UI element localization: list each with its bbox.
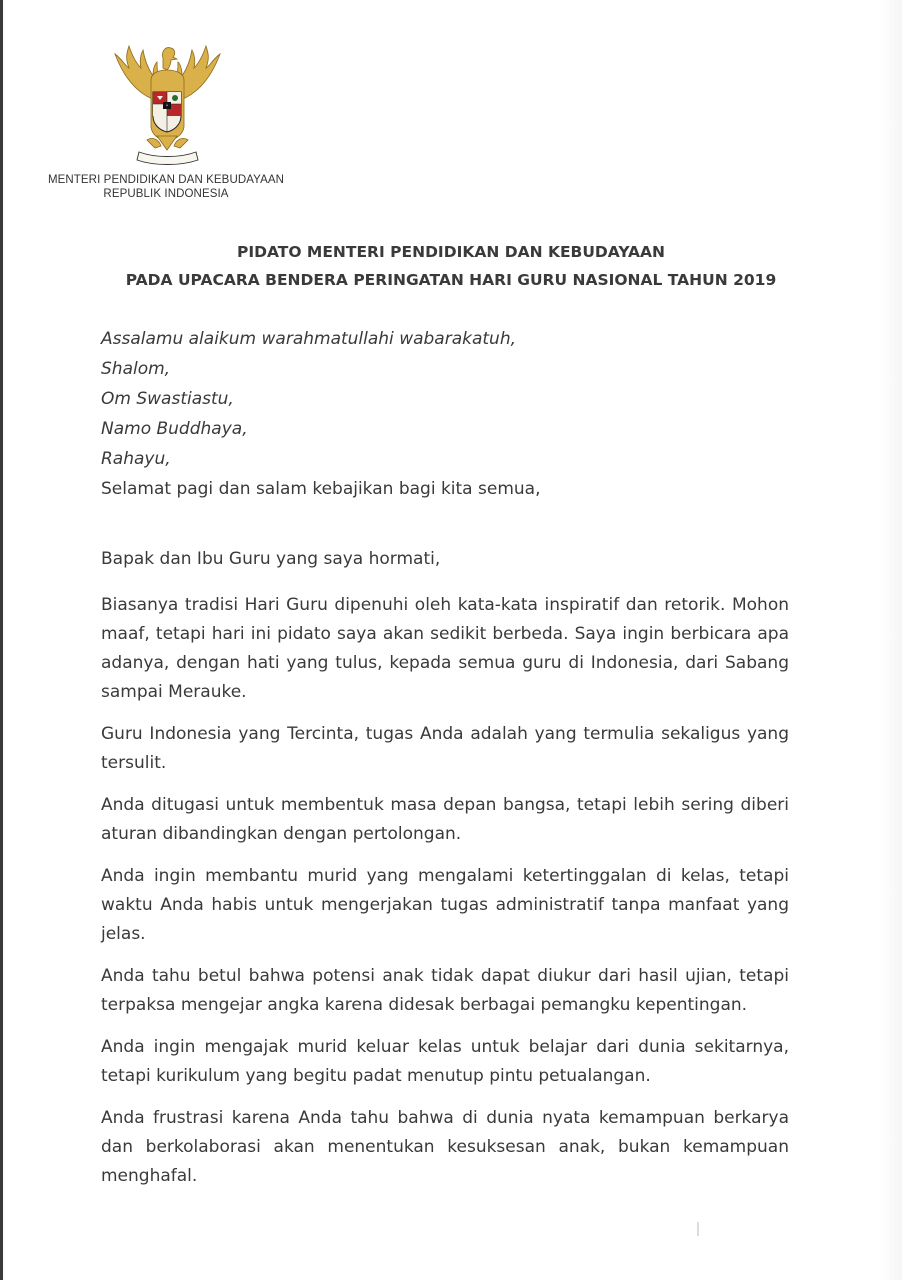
ministry-heading bbox=[30, 173, 302, 201]
ministry-line-1: MENTERI PENDIDIKAN DAN KEBUDAYAAN bbox=[47, 174, 285, 186]
salutation: Bapak dan Ibu Guru yang saya hormati, bbox=[101, 549, 441, 569]
ministry-line-2: REPUBLIK INDONESIA bbox=[103, 188, 229, 200]
paragraph: Anda ditugasi untuk membentuk masa depan bangsa, tetapi lebih sering diberi aturan dibandingkan dengan pertolongan. bbox=[101, 795, 789, 844]
paragraph: Anda ingin mengajak murid keluar kelas untuk belajar dari dunia sekitarnya, tetapi kurikulum yang begitu padat menutup pintu petualangan. bbox=[101, 1037, 789, 1086]
greeting-line: Selamat pagi dan salam kebajikan bagi kita semua, bbox=[101, 479, 541, 499]
greeting-line: Assalamu alaikum warahmatullahi wabarakatuh, bbox=[101, 329, 517, 349]
title-line-1: PIDATO MENTERI PENDIDIKAN DAN KEBUDAYAAN bbox=[236, 243, 666, 261]
scan-mark bbox=[697, 1222, 699, 1236]
greetings-block bbox=[101, 324, 801, 504]
paragraph: Anda frustrasi karena Anda tahu bahwa di dunia nyata kemampuan berkarya dan berkolaborasi akan menentukan kesuksesan anak, bukan kemampuan menghafal. bbox=[101, 1108, 789, 1186]
speech-title bbox=[0, 238, 902, 294]
greeting-line: Shalom, bbox=[101, 359, 171, 379]
paragraph: Guru Indonesia yang Tercinta, tugas Anda adalah yang termulia sekaligus yang tersulit. bbox=[101, 724, 789, 773]
title-line-2: PADA UPACARA BENDERA PERINGATAN HARI GURU NASIONAL TAHUN 2019 bbox=[125, 271, 777, 289]
paragraph: Anda ingin membantu murid yang mengalami ketertinggalan di kelas, tetapi waktu Anda habis untuk mengerjakan tugas administratif tanpa manfaat yang jelas. bbox=[101, 866, 789, 944]
greeting-line: Namo Buddhaya, bbox=[101, 419, 248, 439]
greeting-line: Rahayu, bbox=[101, 449, 171, 469]
paragraph: Anda tahu betul bahwa potensi anak tidak dapat diukur dari hasil ujian, tetapi terpaksa mengejar angka karena didesak berbagai pemangku kepentingan. bbox=[101, 966, 789, 1015]
paragraph: Biasanya tradisi Hari Guru dipenuhi oleh kata-kata inspiratif dan retorik. Mohon maaf, tetapi hari ini pidato saya akan sedikit berbeda. Saya ingin berbicara apa adanya, dengan hati yang tulus, kepada semua guru di Indonesia, dari Sabang sampai Merauke. bbox=[101, 595, 789, 702]
greeting-line: Om Swastiastu, bbox=[101, 389, 234, 409]
scan-edge bbox=[0, 0, 3, 1280]
speech-body bbox=[101, 545, 789, 1204]
garuda-emblem-icon bbox=[105, 40, 230, 168]
